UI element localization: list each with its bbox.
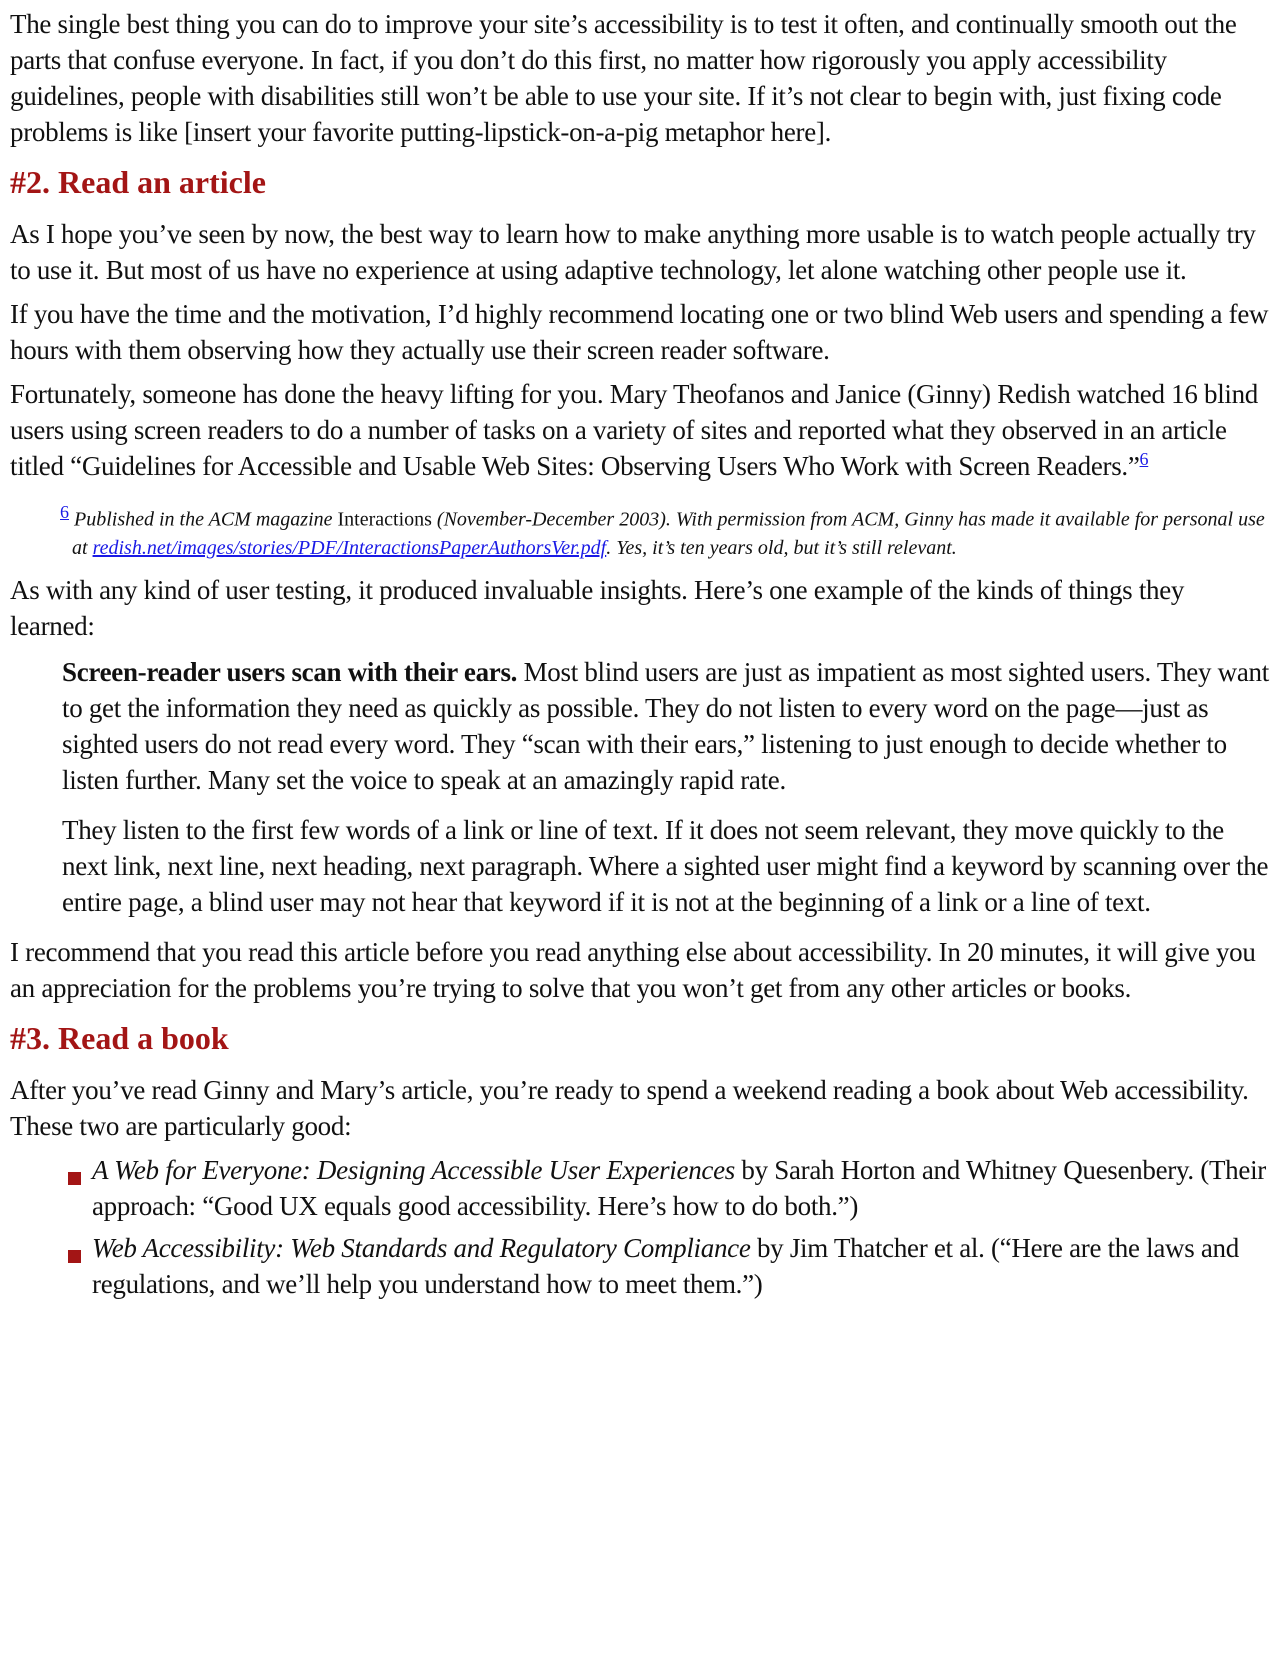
section-heading-read-an-article: #2. Read an article [10,164,266,200]
paragraph: If you have the time and the motivation, I’d highly recommend locating one or two blind Web users and spending a few hours with them observing how they actually use their screen reader software. [10,299,1269,365]
section-heading-read-a-book: #3. Read a book [10,1019,229,1056]
intro-paragraph: The single best thing you can do to improve your site’s accessibility is to test it often, and continually smooth out the parts that confuse everyone. In fact, if you don’t do this first, no matter how rigorously you apply accessibility guidelines, people with disabilities still won’t be able to use your site. If it’s not clear to begin with, just fixing code problems is like [insert your favorite putting-lipstick-on-a-pig metaphor here]. [10,9,1237,147]
footnote-marker-link[interactable]: 6 [60,502,69,522]
article-paragraph-text: Fortunately, someone has done the heavy lifting for you. Mary Theofanos and Janice (Ginny) Redish watched 16 blind users using screen readers to do a number of tasks on a variety of sites and reported what they observed in an article titled “Guidelines for Accessible and Usable Web Sites: Observing Users Who Work with Screen Readers.” [10,379,1258,481]
footnote-ref-link[interactable]: 6 [1139,449,1149,469]
paragraph: As I hope you’ve seen by now, the best way to learn how to make anything more usable is to watch people actually try to use it. But most of us have no experience at using adaptive technology, let alone watching other people use it. [10,219,1256,285]
footnote-text-middle: (November-December 2003). With permission from ACM, Ginny has made it available for personal use at [72,508,1265,559]
book-title: Web Accessibility: Web Standards and Regulatory Compliance [92,1232,751,1263]
quote-paragraph-text: Most blind users are just as impatient as most sighted users. They want to get the information they need as quickly as possible. They do not listen to every word on the page—just as sighted users do not read every word. They “scan with their ears,” listening to just enough to decide whether to listen further. Many set the voice to speak at an amazingly rapid rate. [62,656,1269,795]
footnote-text-after: . Yes, it’s ten years old, but it’s still relevant. [606,536,957,559]
closing-paragraph: I recommend that you read this article before you read anything else about accessibility. In 20 minutes, it will give you an appreciation for the problems you’re trying to solve that you won’t get from any other articles or books. [10,936,1256,1003]
book-description: by Jim Thatcher et al. (“Here are the laws and regulations, and we’ll help you understand how to meet them.”) [92,1232,1239,1299]
square-bullet-icon [68,1250,81,1263]
list-item [66,1230,1270,1302]
block-quote [62,654,1270,920]
article-paragraph [10,376,1270,484]
book-list [66,1152,1270,1302]
quote-lead: Screen-reader users scan with their ears. [62,656,518,687]
book-title: A Web for Everyone: Designing Accessible User Experiences [92,1154,735,1185]
book-intro-paragraph: After you’ve read Ginny and Mary’s article, you’re ready to spend a weekend reading a book about Web accessibility. These two are particularly good: [10,1074,1249,1141]
footnote-text-before: Published in the ACM magazine [74,508,333,531]
insights-paragraph: As with any kind of user testing, it produced invaluable insights. Here’s one example of the kinds of things they learned: [10,574,1185,641]
footnote-magazine: Interactions [337,508,432,531]
footnote-pdf-link[interactable]: redish.net/images/stories/PDF/InteractionsPaperAuthorsVer.pdf [92,536,607,559]
square-bullet-icon [68,1172,81,1185]
list-item [66,1152,1270,1224]
book-description: by Sarah Horton and Whitney Quesenbery. (Their approach: “Good UX equals good accessibility. Here’s how to do both.”) [92,1154,1266,1221]
quote-paragraph: They listen to the first few words of a link or line of text. If it does not seem relevant, they move quickly to the next link, next line, next heading, next paragraph. Where a sighted user might find a keyword by scanning over the entire page, a blind user may not hear that keyword if it is not at the beginning of a link or a line of text. [62,814,1269,917]
footnote [60,498,1270,562]
quote-paragraph [62,654,1270,798]
